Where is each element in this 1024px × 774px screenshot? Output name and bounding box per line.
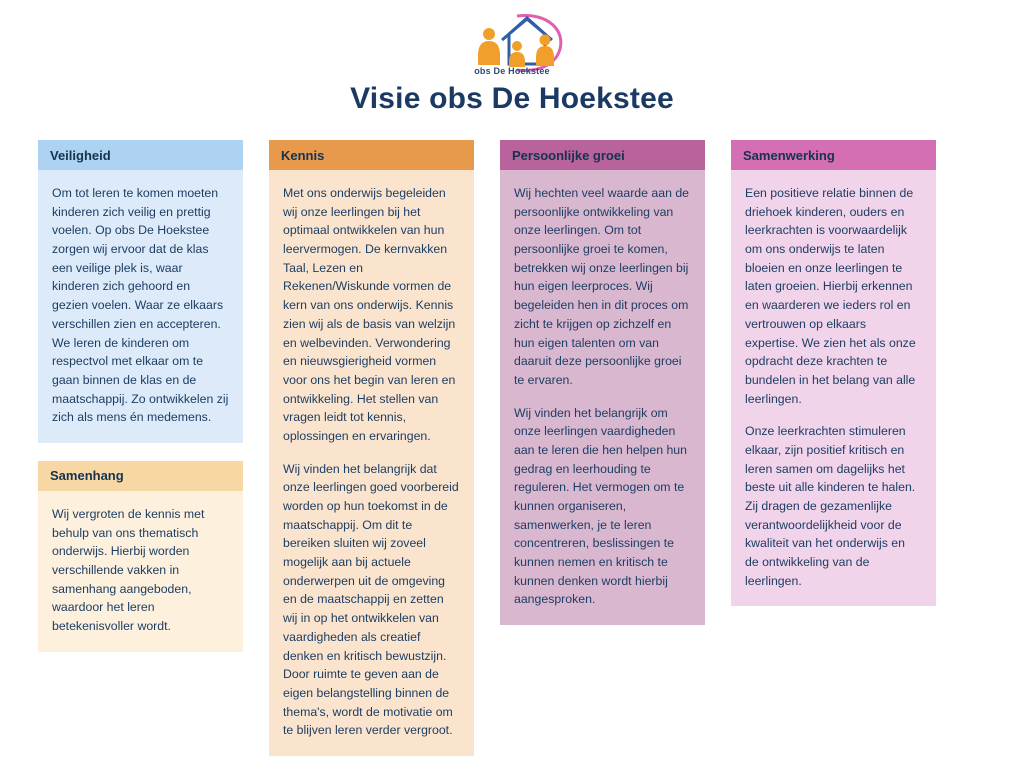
- card-samenhang: [38, 461, 243, 652]
- logo-container: [0, 8, 1024, 80]
- paragraph: Met ons onderwijs begeleiden wij onze leerlingen bij het optimaal ontwikkelen van hun leervermogen. De kernvakken Taal, Lezen en Rekenen/Wiskunde vormen de kern van ons onderwijs. Kennis zien wij als de basis van welzijn en welbevinden. Verwondering en nieuwsgierigheid vormen voor ons het begin van leren en ontwikkeling. Het stellen van vragen leidt tot kennis, oplossingen en ervaringen.: [283, 186, 456, 443]
- paragraph: Om tot leren te komen moeten kinderen zich veilig en prettig voelen. Op obs De Hoekstee zorgen wij ervoor dat de klas een veilige plek is, waar kinderen zich gehoord en gezien voelen. Waar ze elkaars verschillen zien en accepteren. We leren de kinderen om respectvol met elkaar om te gaan binnen de klas en de maatschappij. Zo ontwikkelen zij zich als mens én medemens.: [52, 186, 229, 425]
- column-persoonlijke-groei: [500, 140, 705, 774]
- columns-container: [38, 140, 988, 774]
- card-body-samenhang: [38, 491, 243, 652]
- card-header-persoonlijke-groei: Persoonlijke groei: [500, 140, 705, 170]
- card-body-samenwerking: [731, 170, 936, 606]
- card-veiligheid: [38, 140, 243, 443]
- paragraph: Een positieve relatie binnen de driehoek kinderen, ouders en leerkrachten is voorwaardelijk om ons onderwijs te laten bloeien en onze leerlingen te laten groeien. Hierbij erkennen en waarderen we ieders rol en vertrouwen op elkaars expertise. We zien het als onze opdracht deze krachten te bundelen in het belang van alle leerlingen.: [745, 186, 916, 406]
- column-kennis: [269, 140, 474, 774]
- card-body-persoonlijke-groei: [500, 170, 705, 625]
- column-samenwerking: [731, 140, 936, 774]
- paragraph: Wij vinden het belangrijk om onze leerlingen vaardigheden aan te leren die hen helpen hun gedrag en leerhouding te reguleren. Het vermogen om te kunnen organiseren, samenwerken, je te leren concentreren, beslissingen te kunnen nemen en kritisch te kunnen denken wordt hierbij aangesproken.: [514, 405, 687, 607]
- school-logo: [447, 10, 577, 78]
- card-kennis: [269, 140, 474, 756]
- card-header-samenwerking: Samenwerking: [731, 140, 936, 170]
- page-title: Visie obs De Hoekstee: [350, 82, 674, 115]
- paragraph: Wij vinden het belangrijk dat onze leerlingen goed voorbereid worden op hun toekomst in de maatschappij. Om dit te bereiken sluiten wij zoveel mogelijk aan bij actuele onderwerpen uit de omgeving en de maatschappij en zetten wij in op het ontwikkelen van vaardigheden als creatief denken en kritisch bewustzijn. Door ruimte te geven aan de eigen belangstelling binnen de thema's, wordt de motivatie om te blijven leren verder vergroot.: [283, 461, 459, 738]
- card-samenwerking: [731, 140, 936, 606]
- paragraph: Wij vergroten de kennis met behulp van ons thematisch onderwijs. Hierbij worden verschillende vakken in samenhang aangeboden, waardoor het leren betekenisvoller wordt.: [52, 506, 205, 634]
- card-header-veiligheid: Veiligheid: [38, 140, 243, 170]
- card-persoonlijke-groei: [500, 140, 705, 625]
- logo-wordmark: obs De Hoekstee: [474, 66, 550, 76]
- paragraph: Onze leerkrachten stimuleren elkaar, zijn positief kritisch en leren samen om dagelijks het beste uit alle kinderen te halen. Zij dragen de gezamenlijke verantwoordelijkheid voor de kwaliteit van het onderwijs en de ontwikkeling van de leerlingen.: [745, 424, 916, 588]
- column-veiligheid: [38, 140, 243, 774]
- card-body-kennis: [269, 170, 474, 756]
- card-body-veiligheid: [38, 170, 243, 443]
- card-header-kennis: Kennis: [269, 140, 474, 170]
- paragraph: Wij hechten veel waarde aan de persoonlijke ontwikkeling van onze leerlingen. Om tot persoonlijke groei te komen, betrekken wij onze leerlingen bij hun eigen leerproces. Wij begeleiden hen in dit proces om zicht te krijgen op zichzelf en hun eigen talenten om van daaruit deze persoonlijke groei te ervaren.: [514, 186, 689, 387]
- card-header-samenhang: Samenhang: [38, 461, 243, 491]
